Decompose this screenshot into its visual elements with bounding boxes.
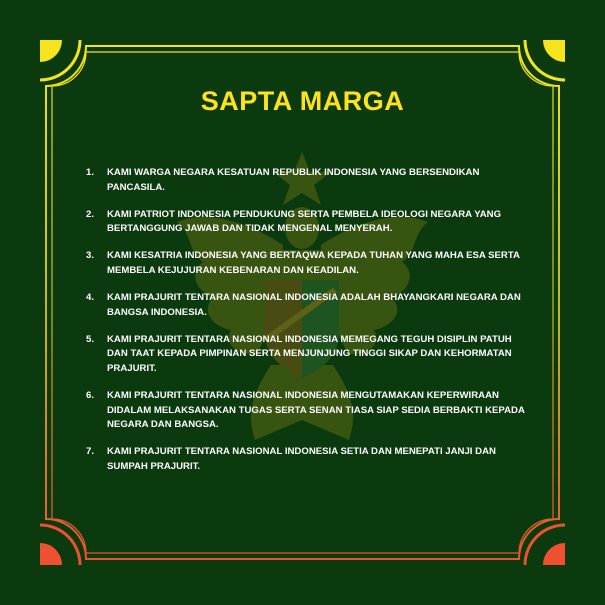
sapta-marga-list <box>86 166 526 487</box>
list-item <box>86 166 526 195</box>
list-item <box>86 291 526 320</box>
item-number: 2. <box>86 208 95 220</box>
item-text: KAMI KESATRIA INDONESIA YANG BERTAQWA KEPADA TUHAN YANG MAHA ESA SERTA MEMBELA KEJUJURAN KEBENARAN DAN KEADILAN. <box>107 250 520 276</box>
list-item <box>86 249 526 278</box>
item-text: KAMI PRAJURIT TENTARA NASIONAL INDONESIA SETIA DAN MENEPATI JANJI DAN SUMPAH PRAJURIT. <box>107 446 496 472</box>
item-text: KAMI PRAJURIT TENTARA NASIONAL INDONESIA ADALAH BHAYANGKARI NEGARA DAN BANGSA INDONESIA. <box>107 292 521 318</box>
item-number: 6. <box>86 390 95 402</box>
page-title: SAPTA MARGA <box>200 86 405 116</box>
list-item <box>86 389 526 433</box>
item-number: 1. <box>86 167 95 178</box>
item-text: KAMI PRAJURIT TENTARA NASIONAL INDONESIA MEMEGANG TEGUH DISIPLIN PATUH DAN TAAT KEPADA PIMPINAN SERTA MENJUNJUNG TINGGI SIKAP DAN KEHORMATAN PRAJURIT. <box>107 333 512 374</box>
item-number: 3. <box>86 250 95 262</box>
item-number: 4. <box>86 292 95 304</box>
list-item <box>86 208 526 237</box>
list-item <box>86 333 526 377</box>
item-text: KAMI PATRIOT INDONESIA PENDUKUNG SERTA PEMBELA IDEOLOGI NEGARA YANG BERTANGGUNG JAWAB DAN TIDAK MENGENAL MENYERAH. <box>107 208 502 235</box>
list-item <box>86 445 526 474</box>
item-text: KAMI WARGA NEGARA KESATUAN REPUBLIK INDONESIA YANG BERSENDIKAN PANCASILA. <box>107 167 480 193</box>
item-text: KAMI PRAJURIT TENTARA NASIONAL INDONESIA MENGUTAMAKAN KEPERWIRAAN DIDALAM MELAKSANAKAN TUGAS SERTA SENAN TIASA SIAP SEDIA BERBAKTI KEPADA NEGARA DAN BANGSA. <box>107 390 525 431</box>
item-number: 5. <box>86 333 95 345</box>
item-number: 7. <box>86 446 95 458</box>
